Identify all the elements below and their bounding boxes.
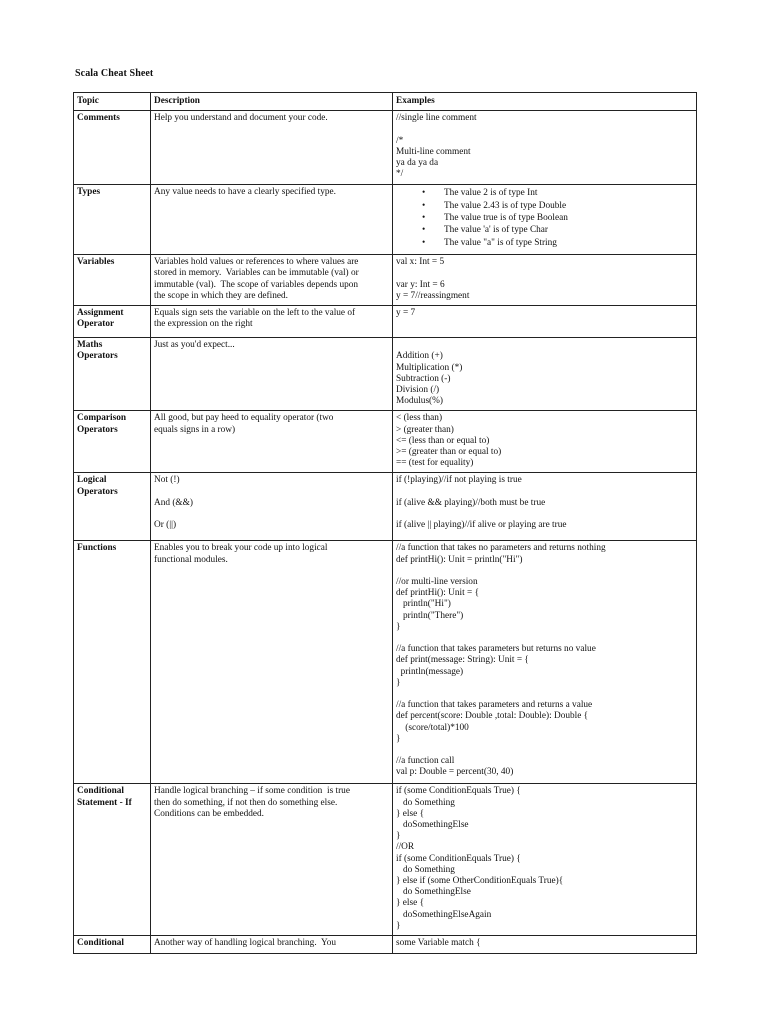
example-text	[396, 633, 693, 644]
topic-text: Logical	[77, 475, 107, 486]
topic-cell	[74, 784, 151, 936]
example-text: println(message)	[396, 666, 464, 677]
topic-cell	[74, 185, 151, 255]
example-text	[396, 566, 693, 577]
example-text	[396, 689, 693, 700]
example-text: if (alive || playing)//if alive or playing are true	[396, 520, 567, 531]
topic-text: Functions	[77, 543, 117, 554]
description-text: immutable (val). The scope of variables depends upon	[154, 279, 359, 290]
example-text: def printHi(): Unit = {	[396, 588, 480, 599]
examples-cell	[393, 255, 697, 306]
example-text: } else {	[396, 808, 425, 819]
example-text: Multiplication (*)	[396, 362, 463, 373]
topic-cell	[74, 306, 151, 338]
topic-cell	[74, 255, 151, 306]
topic-cell	[74, 411, 151, 473]
example-text: Addition (+)	[396, 351, 443, 362]
description-text: Just as you'd expect...	[154, 340, 235, 351]
description-cell	[151, 255, 393, 306]
examples-cell	[393, 411, 697, 473]
topic-text: Assignment	[77, 308, 124, 319]
example-text	[396, 268, 693, 279]
list-item: • The value 2.43 is of type Double	[444, 200, 693, 212]
topic-text: Statement - If	[77, 797, 132, 808]
table-header-row	[74, 93, 697, 111]
example-text: do SomethingElse	[396, 887, 471, 898]
description-cell	[151, 936, 393, 954]
list-item: • The value 2 is of type Int	[444, 187, 693, 199]
example-text: //a function call	[396, 756, 455, 767]
example-text: do Something	[396, 797, 455, 808]
example-text: if (!playing)//if not playing is true	[396, 475, 522, 486]
example-text: println("There")	[396, 610, 464, 621]
topic-text: Comments	[77, 113, 120, 124]
table-row	[74, 338, 697, 411]
example-text: //single line comment	[396, 113, 477, 124]
description-cell	[151, 411, 393, 473]
topic-cell	[74, 936, 151, 954]
examples-cell	[393, 541, 697, 784]
topic-text: Conditional	[77, 786, 125, 797]
example-text: > (greater than)	[396, 424, 454, 435]
example-text: //or multi-line version	[396, 577, 478, 588]
example-text: }	[396, 621, 401, 632]
example-text: y = 7	[396, 308, 416, 319]
example-text: if (some ConditionEquals True) {	[396, 853, 521, 864]
example-text: do Something	[396, 864, 455, 875]
example-text: }	[396, 677, 401, 688]
topic-text: Operators	[77, 351, 118, 362]
topic-text: Types	[77, 187, 101, 198]
description-cell	[151, 784, 393, 936]
description-text	[154, 487, 389, 498]
description-text: Another way of handling logical branching. You	[154, 938, 337, 949]
header-topic: Topic	[74, 93, 151, 111]
example-text: ya da ya da	[396, 158, 439, 168]
example-text: //a function that takes parameters but returns no value	[396, 644, 596, 655]
table-row	[74, 936, 697, 954]
examples-cell	[393, 111, 697, 185]
description-cell	[151, 306, 393, 338]
example-text: //OR	[396, 842, 415, 853]
header-description: Description	[151, 93, 393, 111]
example-text: }	[396, 831, 401, 842]
example-text: println("Hi")	[396, 599, 451, 610]
example-text: def print(message: String): Unit = {	[396, 655, 529, 666]
example-text: var y: Int = 6	[396, 279, 445, 290]
table-row	[74, 111, 697, 185]
example-text: Modulus(%)	[396, 396, 443, 407]
example-text: */	[396, 169, 404, 180]
example-text: (score/total)*100	[396, 722, 469, 733]
topic-text: Operator	[77, 319, 115, 330]
description-text: All good, but pay heed to equality operator (two	[154, 413, 334, 424]
topic-text: Maths	[77, 340, 103, 351]
example-text: } else if (some OtherConditionEquals True){	[396, 876, 564, 887]
description-cell	[151, 541, 393, 784]
description-text: Not (!)	[154, 475, 180, 486]
example-text: doSomethingElseAgain	[396, 909, 492, 920]
description-cell	[151, 473, 393, 541]
example-text	[396, 745, 693, 756]
table-row	[74, 541, 697, 784]
description-text: Equals sign sets the variable on the left to the value of	[154, 308, 356, 319]
description-text: And (&&)	[154, 497, 193, 508]
description-cell	[151, 111, 393, 185]
example-text: //a function that takes parameters and returns a value	[396, 700, 593, 711]
examples-cell	[393, 784, 697, 936]
example-text: < (less than)	[396, 413, 443, 424]
table-row	[74, 784, 697, 936]
example-text: y = 7//reassingment	[396, 290, 470, 301]
example-text: } else {	[396, 898, 425, 909]
topic-cell	[74, 338, 151, 411]
description-cell	[151, 185, 393, 255]
types-bullet-list	[396, 187, 693, 249]
header-examples: Examples	[393, 93, 697, 111]
description-text: the scope in which they are defined.	[154, 290, 288, 301]
description-text: stored in memory. Variables can be immutable (val) or	[154, 268, 359, 279]
example-text: some Variable match {	[396, 938, 481, 949]
example-text: doSomethingElse	[396, 820, 469, 831]
list-item: • The value true is of type Boolean	[444, 212, 693, 224]
description-text: equals signs in a row)	[154, 424, 236, 435]
example-text: //a function that takes no parameters and returns nothing	[396, 543, 606, 554]
example-text: val x: Int = 5	[396, 257, 445, 268]
example-text	[396, 509, 693, 520]
list-item: • The value "a" is of type String	[444, 237, 693, 249]
example-text	[396, 340, 693, 351]
table-row	[74, 411, 697, 473]
table-row	[74, 185, 697, 255]
example-text: def printHi(): Unit = println("Hi")	[396, 554, 523, 565]
description-text: Handle logical branching – if some condition is true	[154, 786, 350, 797]
example-text: if (some ConditionEquals True) {	[396, 786, 521, 797]
example-text: Subtraction (-)	[396, 373, 451, 384]
topic-cell	[74, 111, 151, 185]
topic-text: Conditional	[77, 938, 125, 949]
description-text: then do something, if not then do something else.	[154, 797, 338, 808]
topic-text: Operators	[77, 424, 118, 435]
example-text: Division (/)	[396, 385, 440, 395]
document-title: Scala Cheat Sheet	[75, 68, 154, 79]
description-text: Enables you to break your code up into logical	[154, 543, 328, 554]
example-text: <= (less than or equal to)	[396, 435, 490, 446]
description-cell	[151, 338, 393, 411]
examples-cell	[393, 473, 697, 541]
example-text: val p: Double = percent(30, 40)	[396, 767, 514, 778]
topic-cell	[74, 541, 151, 784]
example-text: Multi-line comment	[396, 146, 471, 157]
list-item: • The value 'a' is of type Char	[444, 224, 693, 236]
topic-text: Variables	[77, 257, 115, 268]
example-text: def percent(score: Double ,total: Double): Double {	[396, 711, 589, 722]
topic-text: Comparison	[77, 413, 127, 424]
examples-cell	[393, 936, 697, 954]
example-text: /*	[396, 135, 404, 146]
table-row	[74, 306, 697, 338]
example-text: if (alive && playing)//both must be true	[396, 497, 546, 508]
description-text: the expression on the right	[154, 319, 253, 330]
description-text: Help you understand and document your code.	[154, 113, 328, 124]
table-row	[74, 473, 697, 541]
table-row	[74, 255, 697, 306]
example-text: == (test for equality)	[396, 458, 474, 469]
example-text	[396, 124, 693, 135]
description-text: Variables hold values or references to where values are	[154, 257, 359, 268]
example-text: }	[396, 733, 401, 744]
examples-cell	[393, 185, 697, 255]
example-text: }	[396, 920, 401, 931]
example-text	[396, 487, 693, 498]
example-text: >= (greater than or equal to)	[396, 447, 502, 458]
description-text: Any value needs to have a clearly specified type.	[154, 187, 336, 198]
description-text: Conditions can be embedded.	[154, 808, 264, 819]
topic-cell	[74, 473, 151, 541]
description-text: functional modules.	[154, 554, 228, 565]
description-text: Or (||)	[154, 520, 177, 531]
examples-cell	[393, 338, 697, 411]
description-text	[154, 509, 389, 520]
examples-cell	[393, 306, 697, 338]
topic-text: Operators	[77, 486, 118, 497]
cheat-sheet-table	[73, 92, 697, 954]
